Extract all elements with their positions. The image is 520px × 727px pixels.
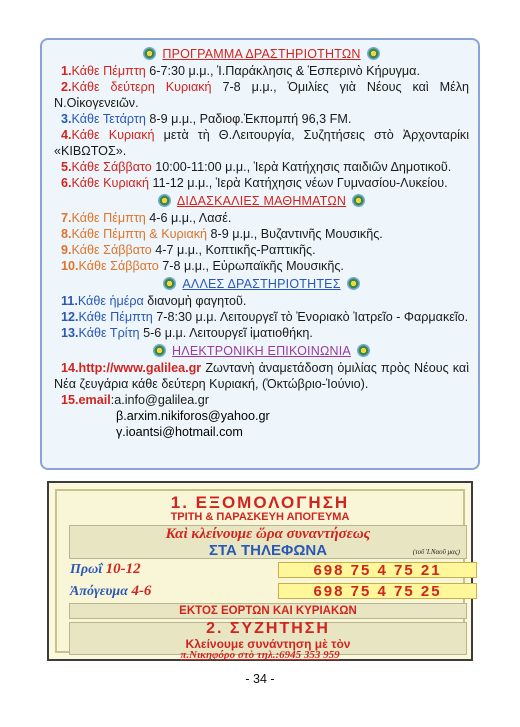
item-15: 15.email:a.info@galilea.gr — [61, 393, 209, 407]
page-number: - 34 - — [245, 672, 275, 686]
item-4: 4.Κάθε Κυριακή μετὰ τὴ Θ.Λειτουργία, Συζητήσεις στὸ Ἀρχονταρίκι «ΚΙΒΩΤΟΣ». — [54, 128, 470, 158]
discussion-title: 2. ΣΥΖΗΤΗΣΗ — [206, 620, 330, 637]
item-7: 7.Κάθε Πέμπτη 4-6 μ.μ., Λασέ. — [61, 211, 232, 225]
flower-icon — [367, 47, 380, 60]
item-5: 5.Κάθε Σάββατο 10:00-11:00 μ.μ., Ἱερὰ Κατήχησις παιδιῶν Δημοτικοῦ. — [61, 160, 452, 174]
email-link-3[interactable]: γ.ioantsi@hotmail.com — [116, 425, 243, 439]
heading-other — [54, 275, 469, 292]
item-6: 6.Κάθε Κυριακή 11-12 μ.μ., Ἱερὰ Κατήχησις νέων Γυμνασίου-Λυκείου. — [61, 176, 448, 190]
phone-1[interactable]: 698 75 4 75 21 — [278, 562, 477, 578]
item-1: 1.Κάθε Πέμπτη 6-7:30 μ.μ., Ἱ.Παράκλησις & Ἑσπερινὸ Κήρυγμα. — [61, 64, 420, 78]
flower-icon — [158, 194, 171, 207]
discussion-phone[interactable]: π.Νικηφόρο στὸ τηλ.:6945 353 959 — [180, 649, 340, 661]
flower-icon — [352, 194, 365, 207]
item-9: 9.Κάθε Σάββατο 4-7 μ.μ., Κοπτικῆς-Ραπτικῆς. — [61, 243, 316, 257]
appointment-line: Καὶ κλείνουμε ὥρα συναντήσεως — [165, 526, 371, 542]
flower-icon — [153, 344, 166, 357]
heading-contact — [54, 342, 469, 359]
heading-other-text: ΑΛΛΕΣ ΔΡΑΣΤΗΡΙΟΤΗΤΕΣ — [182, 276, 341, 291]
phone-2[interactable]: 698 75 4 75 25 — [278, 583, 477, 599]
item-12: 12.Κάθε Πέμπτη 7-8:30 μ.μ. Λειτουργεῖ τὸ Ἐνοριακὸ Ἰατρεῖο - Φαρμακεῖο. — [61, 310, 469, 324]
flower-icon — [357, 344, 370, 357]
heading-lessons-text: ΔΙΔΑΣΚΑΛΙΕΣ ΜΑΘΗΜΑΤΩΝ — [176, 193, 347, 208]
heading-lessons — [54, 192, 469, 209]
confession-title: 1. ΕΞΟΜΟΛΟΓΗΣΗ — [170, 493, 350, 512]
heading-program — [54, 45, 469, 62]
flower-icon — [143, 47, 156, 60]
website-link[interactable]: http://www.galilea.gr — [78, 361, 202, 375]
except-bar — [69, 603, 467, 619]
except-text: ΕΚΤΟΣ ΕΟΡΤΩΝ ΚΑΙ ΚΥΡΙΑΚΩΝ — [179, 605, 357, 617]
confession-panel — [47, 481, 473, 661]
appointment-bar — [69, 525, 467, 559]
activities-box — [40, 38, 480, 470]
item-14: 14.http://www.galilea.gr Ζωντανὴ ἀναμετάδοση ὁμιλίας πρὸς Νέους καὶ Νέα ζευγάρια κάθε δεύτερη Κυριακή, (Ὀκτώβριο-Ἰούνιο). — [54, 361, 470, 391]
confession-days: ΤΡΙΤΗ & ΠΑΡΑΣΚΕΥΗ ΑΠΟΓΕΥΜΑ — [170, 511, 350, 523]
item-11: 11.Κάθε ἡμέρα διανομὴ φαγητοῦ. — [61, 294, 247, 308]
item-2: 2.Κάθε δεύτερη Κυριακή 7-8 μ.μ., Ὁμιλίες γιὰ Νέους καὶ Μέλη Ν.Οἰκογενειῶν. — [54, 80, 469, 110]
flower-icon — [163, 277, 176, 290]
email-link-2[interactable]: β.arxim.nikiforos@yahoo.gr — [116, 409, 270, 423]
item-13: 13.Κάθε Τρίτη 5-6 μ.μ. Λειτουργεῖ ἱματιοθήκη. — [61, 326, 313, 340]
item-10: 10.Κάθε Σάββατο 7-8 μ.μ., Εὐρωπαϊκῆς Μουσικῆς. — [61, 259, 344, 273]
flower-icon — [347, 277, 360, 290]
item-8: 8.Κάθε Πέμπτη & Κυριακή 8-9 μ.μ., Βυζαντινῆς Μουσικῆς. — [61, 227, 383, 241]
item-3: 3.Κάθε Τετάρτη 8-9 μ.μ., Ραδιοφ.Ἐκπομπή 96,3 FM. — [61, 112, 352, 126]
temple-note: (τοῦ Ἱ.Ναοῦ μας) — [412, 548, 460, 556]
evening-label: Ἀπόγευμα 4-6 — [70, 583, 152, 599]
panel-inner — [55, 489, 465, 661]
email-link-1[interactable]: :a.info@galilea.gr — [110, 393, 209, 407]
morning-label: Πρωΐ 10-12 — [70, 561, 141, 577]
heading-contact-text: ΗΛΕΚΤΡΟΝΙΚΗ ΕΠΙΚΟΙΝΩΝΙΑ — [172, 343, 351, 358]
heading-program-text: ΠΡΟΓΡΑΜΜΑ ΔΡΑΣΤΗΡΙΟΤΗΤΩΝ — [162, 46, 361, 61]
phones-heading: ΣΤΑ ΤΗΛΕΦΩΝΑ — [208, 542, 328, 559]
discussion-line: Κλείνουμε συνάντηση μὲ τὸν — [185, 637, 351, 651]
